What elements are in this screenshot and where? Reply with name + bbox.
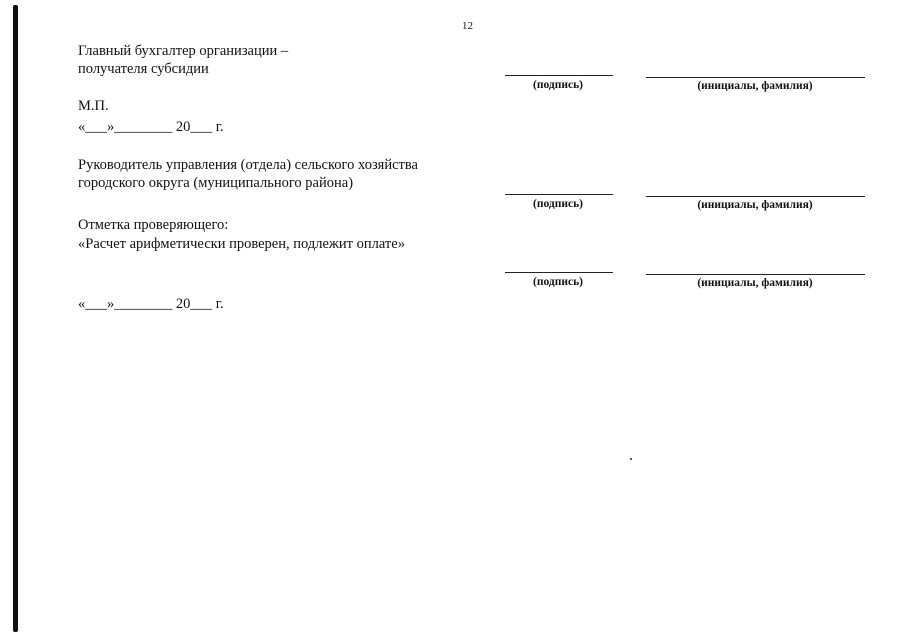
stray-dot-mark: [630, 458, 632, 460]
name-line-2: [646, 196, 865, 197]
chief-accountant-label-line1: Главный бухгалтер организации –: [78, 43, 289, 59]
signature-caption-3: (подпись): [533, 276, 583, 288]
page-number: 12: [462, 20, 473, 32]
signature-caption-1: (подпись): [533, 79, 583, 91]
stamp-label: М.П.: [78, 98, 109, 114]
name-line-1: [646, 77, 865, 78]
chief-accountant-label-line2: получателя субсидии: [78, 61, 209, 77]
name-caption-3: (инициалы, фамилия): [697, 277, 813, 289]
signature-caption-2: (подпись): [533, 198, 583, 210]
signature-line-1: [505, 75, 613, 76]
date-line-2: «___»________ 20___ г.: [78, 296, 224, 312]
name-caption-2: (инициалы, фамилия): [697, 199, 813, 211]
date-line-1: «___»________ 20___ г.: [78, 119, 224, 135]
name-line-3: [646, 274, 865, 275]
head-of-department-label-line1: Руководитель управления (отдела) сельского хозяйства: [78, 157, 418, 173]
name-caption-1: (инициалы, фамилия): [697, 80, 813, 92]
head-of-department-label-line2: городского округа (муниципального района): [78, 175, 354, 191]
signature-line-3: [505, 272, 613, 273]
inspector-mark-label: Отметка проверяющего:: [78, 217, 229, 233]
left-binding-rule: [13, 5, 18, 632]
inspector-mark-statement: «Расчет арифметически проверен, подлежит оплате»: [78, 236, 405, 252]
signature-line-2: [505, 194, 613, 195]
